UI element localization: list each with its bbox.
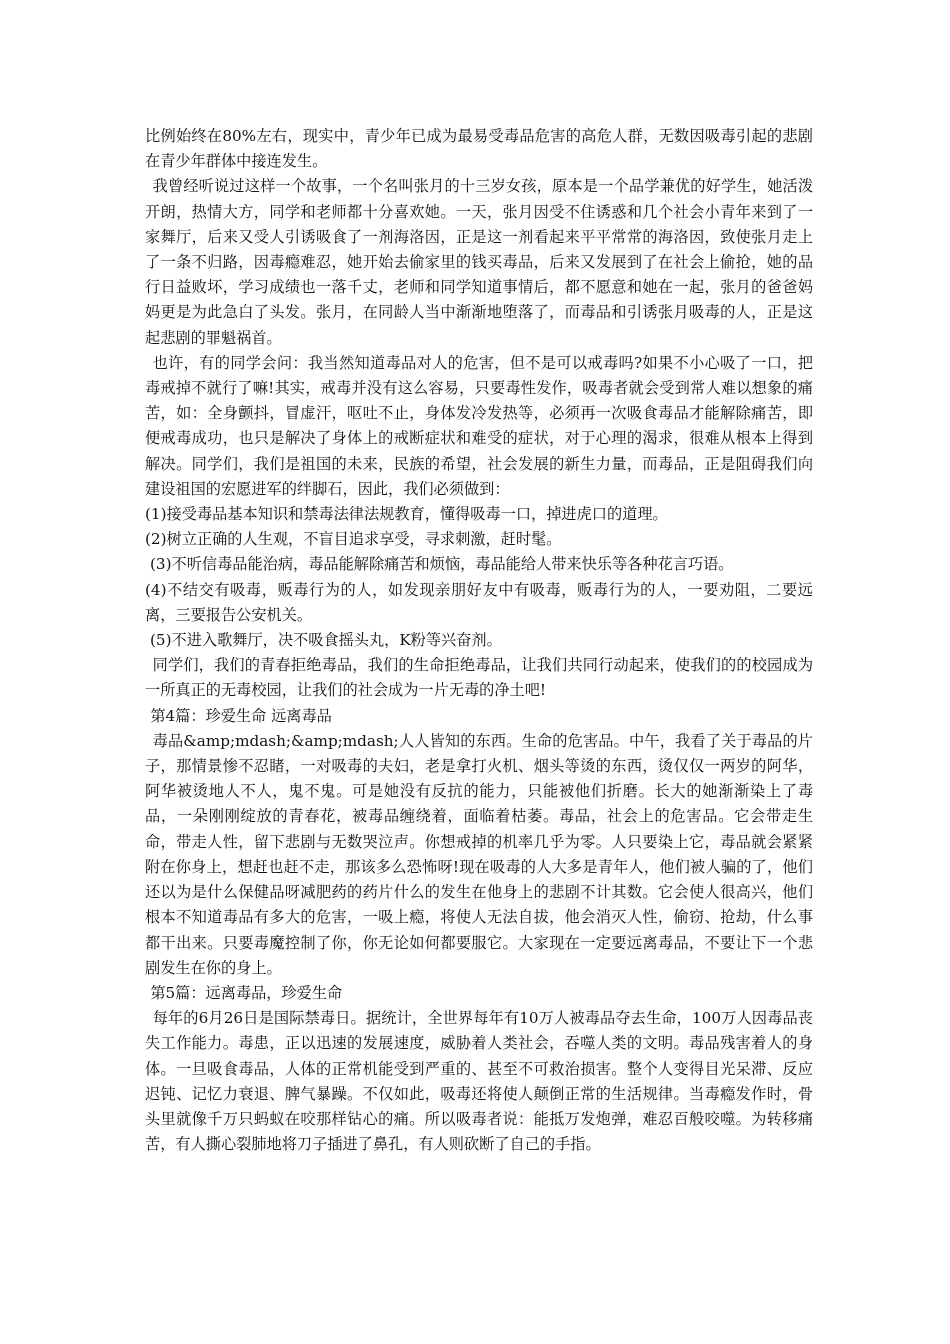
list-item-1: (1)接受毒品基本知识和禁毒法律法规教育，懂得吸毒一口，掉进虎口的道理。 [145,505,668,524]
section-heading-5: 第5篇：远离毒品，珍爱生命 [150,983,343,1002]
paragraph-zhangyue-story: 我曾经听说过这样一个故事，一个名叫张月的十三岁女孩，原本是一个品学兼优的好学生，她活泼开朗，热情大方，同学和老师都十分喜欢她。一天，张月因受不住诱惑和几个社会小青年来到了一家舞厅，后来又受人引诱吸食了一剂海洛因，正是这一剂看起来平平常常的海洛因，致使张月走上了一条不归路，因毒瘾难忍，她开始去偷家里的钱买毒品，后来又发展到了在社会上偷抢，她的品行日益败坏，学习成绩也一落千丈，老师和同学知道事情后，都不愿意和她在一起，张月的爸爸妈妈更是为此急白了头发。张月，在同龄人当中渐渐地堕落了，而毒品和引诱张月吸毒的人，正是这起悲剧的罪魁祸首。 [145,177,813,347]
list-item-5: (5)不进入歌舞厅，决不吸食摇头丸，K粉等兴奋剂。 [150,631,502,650]
paragraph-call-to-action: 同学们，我们的青春拒绝毒品，我们的生命拒绝毒品，让我们共同行动起来，使我们的的校园成为一所真正的无毒校园，让我们的社会成为一片无毒的净土吧! [145,656,813,700]
list-item-4: (4)不结交有吸毒，贩毒行为的人，如发现亲朋好友中有吸毒，贩毒行为的人，一要劝阻，二要远离，三要报告公安机关。 [145,580,813,624]
list-item-3: (3)不听信毒品能治病，毒品能解除痛苦和烦恼，毒品能给人带来快乐等各种花言巧语。 [150,555,734,574]
paragraph-section-4-body: 毒品&amp;mdash;&amp;mdash;人人皆知的东西。生命的危害品。中午，我看了关于毒品的片子，那情景惨不忍睹，一对吸毒的夫妇，老是拿打火机、烟头等烫的东西，烫仅仅一两岁的阿华，阿华被烫地人不人，鬼不鬼。可是她没有反抗的能力，只能被他们折磨。长大的她渐渐染上了毒品，一朵刚刚绽放的青春花，被毒品缠绕着，面临着枯萎。毒品，社会上的危害品。它会带走生命，带走人性，留下悲剧与无数哭泣声。你想戒掉的机率几乎为零。人只要染上它，毒品就会紧紧附在你身上，想赶也赶不走，那该多么恐怖呀!现在吸毒的人大多是青年人，他们被人骗的了，他们还以为是什么保健品呀减肥药的药片什么的发生在他身上的悲剧不计其数。它会使人很高兴，他们根本不知道毒品有多大的危害，一吸上瘾，将使人无法自拔，他会消灭人性，偷窃、抢劫，什么事都干出来。只要毒魔控制了你，你无论如何都要服它。大家现在一定要远离毒品，不要让下一个悲剧发生在你的身上。 [145,731,813,977]
section-heading-4: 第4篇：珍爱生命 远离毒品 [150,706,332,725]
list-item-2: (2)树立正确的人生观，不盲目追求享受，寻求刺激，赶时髦。 [145,530,562,549]
paragraph-section-5-body: 每年的6月26日是国际禁毒日。据统计，全世界每年有10万人被毒品夺去生命，100万人因毒品丧失工作能力。毒患，正以迅速的发展速度，威胁着人类社会，吞噬人类的文明。毒品残害着人的身体。一旦吸食毒品，人体的正常机能受到严重的、甚至不可救治损害。整个人变得目光呆滞、反应迟钝、记忆力衰退、脾气暴躁。不仅如此，吸毒还将使人颠倒正常的生活规律。当毒瘾发作时，骨头里就像千万只蚂蚁在咬那样钻心的痛。所以吸毒者说：能抵万发炮弹，难忍百般咬噬。为转移痛苦，有人撕心裂肺地将刀子插进了鼻孔，有人则砍断了自己的手指。 [145,1009,813,1154]
paragraph-quitting-drugs: 也许，有的同学会问：我当然知道毒品对人的危害，但不是可以戒毒吗?如果不小心吸了一口，把毒戒掉不就行了嘛!其实，戒毒并没有这么容易，只要毒性发作，吸毒者就会受到常人难以想象的痛苦，如：全身颤抖，冒虚汗，呕吐不止，身体发冷发热等，必须再一次吸食毒品才能解除痛苦，即便戒毒成功，也只是解决了身体上的戒断症状和难受的症状，对于心理的渴求，很难从根本上得到解决。同学们，我们是祖国的未来，民族的希望，社会发展的新生力量，而毒品，正是阻碍我们向建设祖国的宏愿进军的绊脚石，因此，我们必须做到： [145,353,813,498]
paragraph-drug-statistics-continued: 比例始终在80%左右，现实中，青少年已成为最易受毒品危害的高危人群，无数因吸毒引起的悲剧在青少年群体中接连发生。 [145,127,813,171]
document-body [145,124,813,1157]
